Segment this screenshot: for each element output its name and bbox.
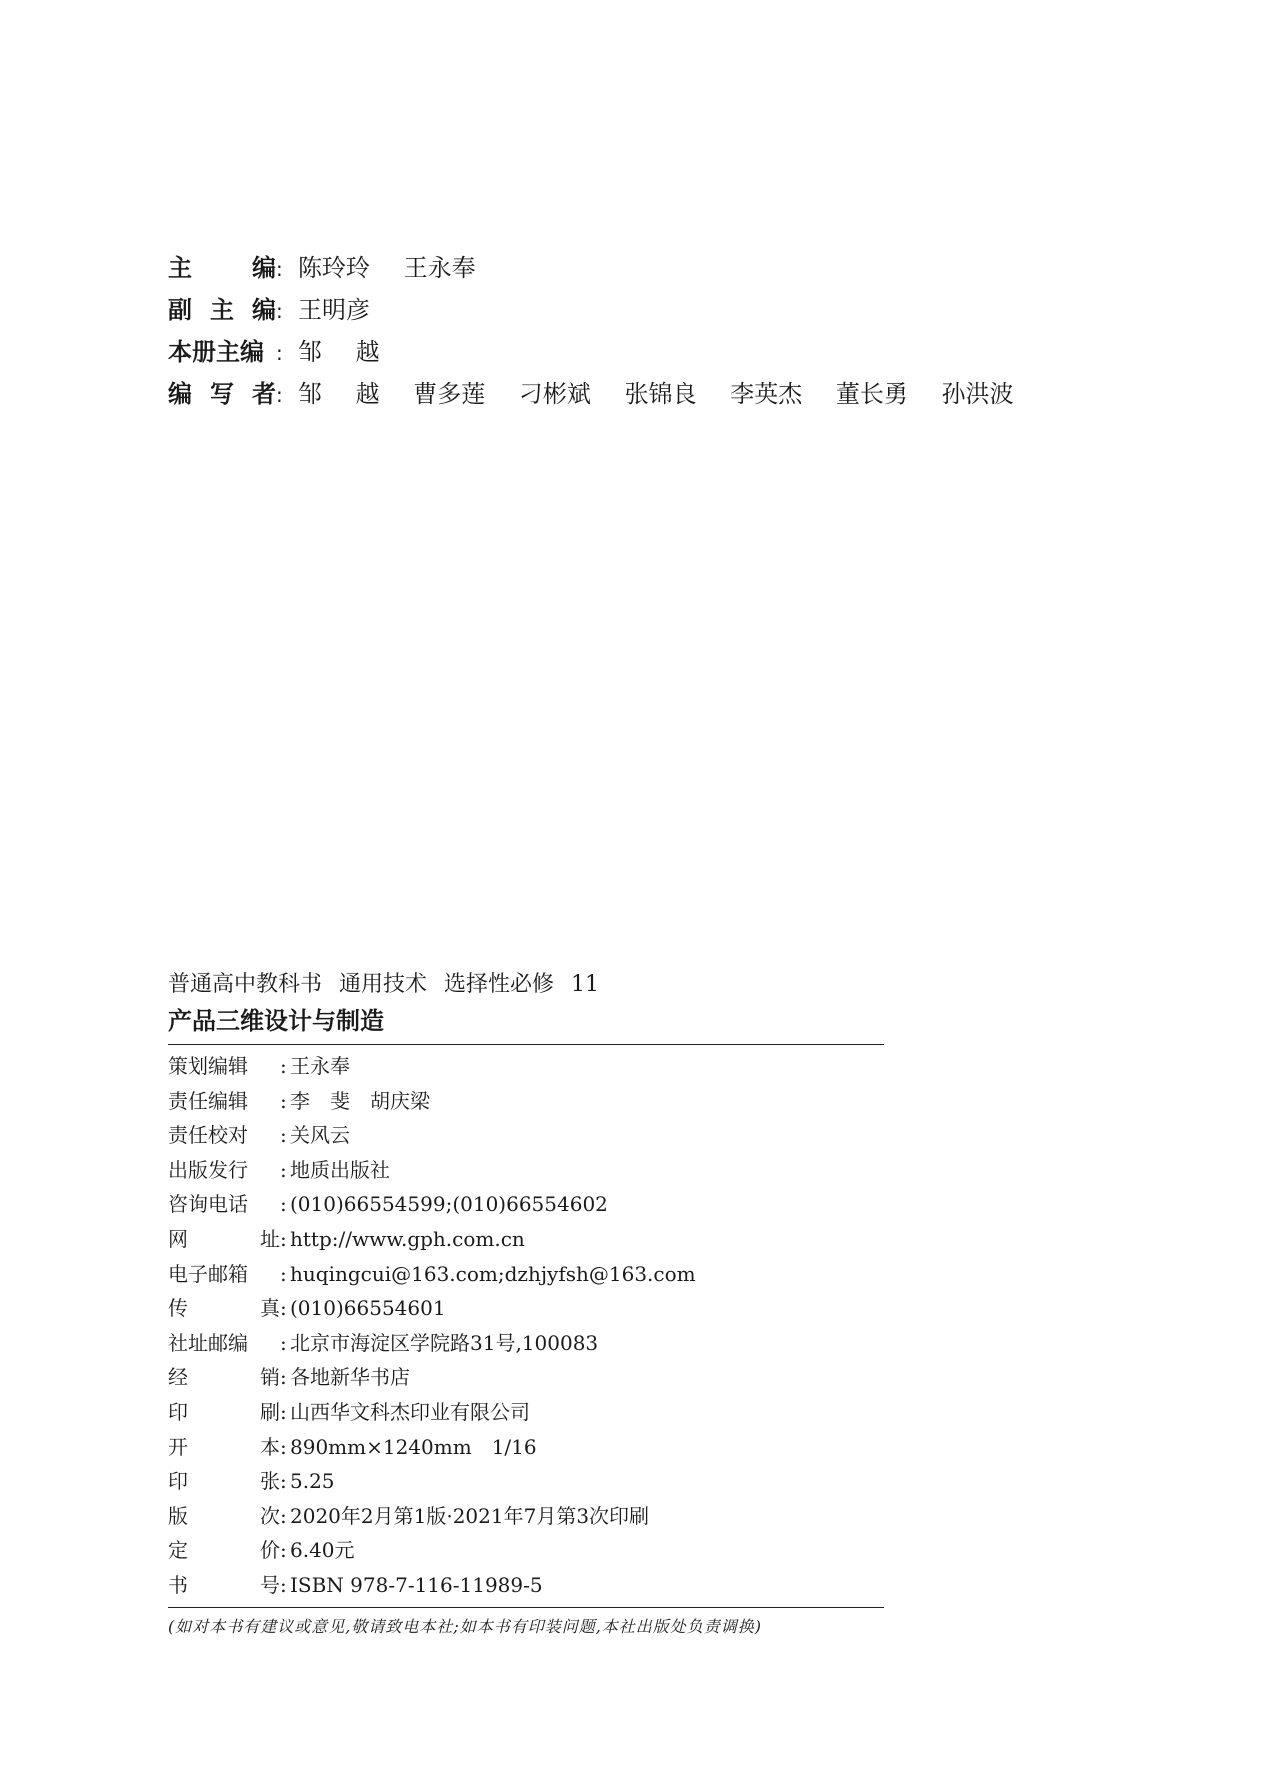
series-part: 普通高中教科书	[168, 972, 323, 997]
info-label	[168, 1499, 280, 1534]
info-row	[168, 1395, 884, 1430]
label-char: 址	[260, 1226, 280, 1251]
credit-name: 越	[355, 338, 380, 366]
info-label	[168, 1187, 280, 1222]
info-colon: :	[280, 1538, 287, 1563]
credit-name: 邹	[298, 380, 322, 408]
info-colon: :	[280, 1296, 287, 1321]
label-char: 网	[168, 1226, 188, 1251]
credit-colon: :	[276, 257, 283, 281]
info-value: huqingcui@163.com;dzhjyfsh@163.com	[290, 1261, 696, 1286]
credit-row-writers	[168, 374, 1039, 416]
info-row	[168, 1430, 884, 1465]
label-char: 责任编辑	[168, 1088, 248, 1113]
credit-label	[168, 290, 276, 325]
info-colon: :	[280, 1469, 287, 1494]
info-row	[168, 1326, 884, 1361]
info-list	[168, 1049, 884, 1603]
info-value: 王永奉	[290, 1054, 350, 1078]
label-char: 版	[168, 1503, 188, 1528]
label-char: 真	[260, 1296, 280, 1321]
info-row	[168, 1084, 884, 1119]
info-row	[168, 1049, 884, 1084]
label-char: 传	[168, 1296, 188, 1321]
credit-name: 刁彬斌	[518, 380, 591, 408]
credit-name: 董长勇	[835, 380, 908, 408]
bottom-rule	[168, 1607, 884, 1608]
info-value: (010)66554599;(010)66554602	[290, 1192, 608, 1217]
info-label	[168, 1049, 280, 1084]
info-row	[168, 1464, 884, 1499]
info-row	[168, 1360, 884, 1395]
info-row	[168, 1499, 884, 1534]
credit-label	[168, 332, 276, 367]
info-row	[168, 1187, 884, 1222]
info-label	[168, 1084, 280, 1119]
series-part: 通用技术	[339, 972, 428, 997]
book-title: 产品三维设计与制造	[168, 1007, 384, 1035]
label-char: 开	[168, 1434, 188, 1459]
info-value: 北京市海淀区学院路31号,100083	[290, 1330, 599, 1355]
info-colon: :	[280, 1054, 287, 1078]
info-row	[168, 1257, 884, 1292]
label-char: 责任校对	[168, 1123, 248, 1148]
label-char: 编	[252, 296, 276, 324]
info-label	[168, 1257, 280, 1292]
label-char: 书	[168, 1572, 188, 1597]
credit-label	[168, 248, 276, 283]
label-char: 印	[168, 1469, 188, 1494]
label-char: 者	[252, 380, 276, 408]
label-char: 号	[260, 1572, 280, 1597]
credit-name: 张锦良	[624, 380, 697, 408]
info-label	[168, 1360, 280, 1395]
info-colon: :	[280, 1192, 287, 1217]
label-char: 定	[168, 1538, 188, 1563]
info-label	[168, 1395, 280, 1430]
info-row	[168, 1533, 884, 1568]
label-char: 主	[168, 254, 192, 282]
credit-name: 王永奉	[403, 254, 476, 282]
info-colon: :	[280, 1365, 287, 1390]
info-row	[168, 1153, 884, 1188]
info-label	[168, 1291, 280, 1326]
info-label	[168, 1464, 280, 1499]
info-colon: :	[280, 1330, 287, 1355]
label-char: 编	[168, 380, 192, 408]
info-colon: :	[280, 1503, 287, 1528]
info-colon: :	[280, 1261, 287, 1286]
credit-name: 陈玲玲	[298, 254, 370, 282]
credit-row-chief-editor	[168, 248, 1039, 290]
info-value: 地质出版社	[290, 1157, 390, 1182]
credit-name: 王明彦	[298, 296, 370, 324]
label-char: 销	[260, 1365, 280, 1390]
credit-name: 孙洪波	[941, 380, 1014, 408]
credit-name: 李英杰	[730, 380, 803, 408]
info-colon: :	[280, 1226, 287, 1251]
credit-names	[298, 374, 1039, 409]
info-label	[168, 1153, 280, 1188]
label-char: 社址邮编	[168, 1330, 248, 1355]
series-title	[168, 968, 884, 1002]
label-char: 策划编辑	[168, 1054, 248, 1078]
label-char: 咨询电话	[168, 1192, 248, 1217]
series-part: 11	[571, 972, 600, 997]
info-value: 6.40元	[290, 1538, 355, 1563]
info-value: http://www.gph.com.cn	[290, 1226, 525, 1251]
info-colon: :	[280, 1157, 287, 1182]
label-char: 印	[168, 1399, 188, 1424]
credit-names	[298, 248, 502, 283]
footnote: (如对本书有建议或意见,敬请致电本社;如本书有印装问题,本社出版处负责调换)	[168, 1616, 763, 1636]
info-label	[168, 1222, 280, 1257]
label-char: 张	[260, 1469, 280, 1494]
credits-block	[168, 248, 1039, 416]
info-value: 山西华文科杰印业有限公司	[290, 1399, 530, 1424]
credit-name: 越	[355, 380, 380, 408]
info-colon: :	[280, 1123, 287, 1148]
info-colon: :	[280, 1088, 287, 1113]
label-char: 电子邮箱	[168, 1261, 248, 1286]
credit-colon: :	[276, 299, 283, 323]
label-char: 价	[260, 1538, 280, 1563]
info-value: (010)66554601	[290, 1296, 446, 1321]
info-value: 关风云	[290, 1123, 350, 1148]
label-char: 本	[260, 1434, 280, 1459]
info-label	[168, 1533, 280, 1568]
label-char: 本册主编	[168, 338, 264, 366]
label-char: 刷	[260, 1399, 280, 1424]
label-char: 出版发行	[168, 1157, 248, 1182]
info-row	[168, 1568, 884, 1603]
top-rule	[168, 1044, 884, 1045]
info-value: 各地新华书店	[290, 1365, 410, 1390]
info-row	[168, 1222, 884, 1257]
info-value: 李 斐 胡庆梁	[290, 1088, 430, 1113]
label-char: 主	[210, 296, 234, 324]
series-part: 选择性必修	[444, 972, 555, 997]
label-char: 次	[260, 1503, 280, 1528]
credit-label	[168, 374, 276, 409]
info-row	[168, 1291, 884, 1326]
label-char: 经	[168, 1365, 188, 1390]
label-char: 副	[168, 296, 192, 324]
info-colon: :	[280, 1399, 287, 1424]
info-value: 2020年2月第1版·2021年7月第3次印刷	[290, 1503, 650, 1528]
credit-row-volume-editor	[168, 332, 1039, 374]
info-value: 890mm×1240mm 1/16	[290, 1434, 537, 1459]
credit-names	[298, 290, 396, 325]
credit-names	[298, 332, 406, 367]
info-label	[168, 1430, 280, 1465]
info-label	[168, 1326, 280, 1361]
imprint-block	[168, 968, 884, 1637]
info-value: ISBN 978-7-116-11989-5	[290, 1572, 543, 1597]
label-char: 写	[210, 380, 234, 408]
info-value: 5.25	[290, 1469, 335, 1494]
info-label	[168, 1118, 280, 1153]
credit-colon: :	[276, 341, 283, 365]
info-colon: :	[280, 1434, 287, 1459]
info-label	[168, 1568, 280, 1603]
info-colon: :	[280, 1572, 287, 1597]
credit-row-deputy-editor	[168, 290, 1039, 332]
credit-colon: :	[276, 383, 283, 407]
info-row	[168, 1118, 884, 1153]
credit-name: 邹	[298, 338, 322, 366]
credit-name: 曹多莲	[413, 380, 486, 408]
label-char: 编	[252, 254, 276, 282]
